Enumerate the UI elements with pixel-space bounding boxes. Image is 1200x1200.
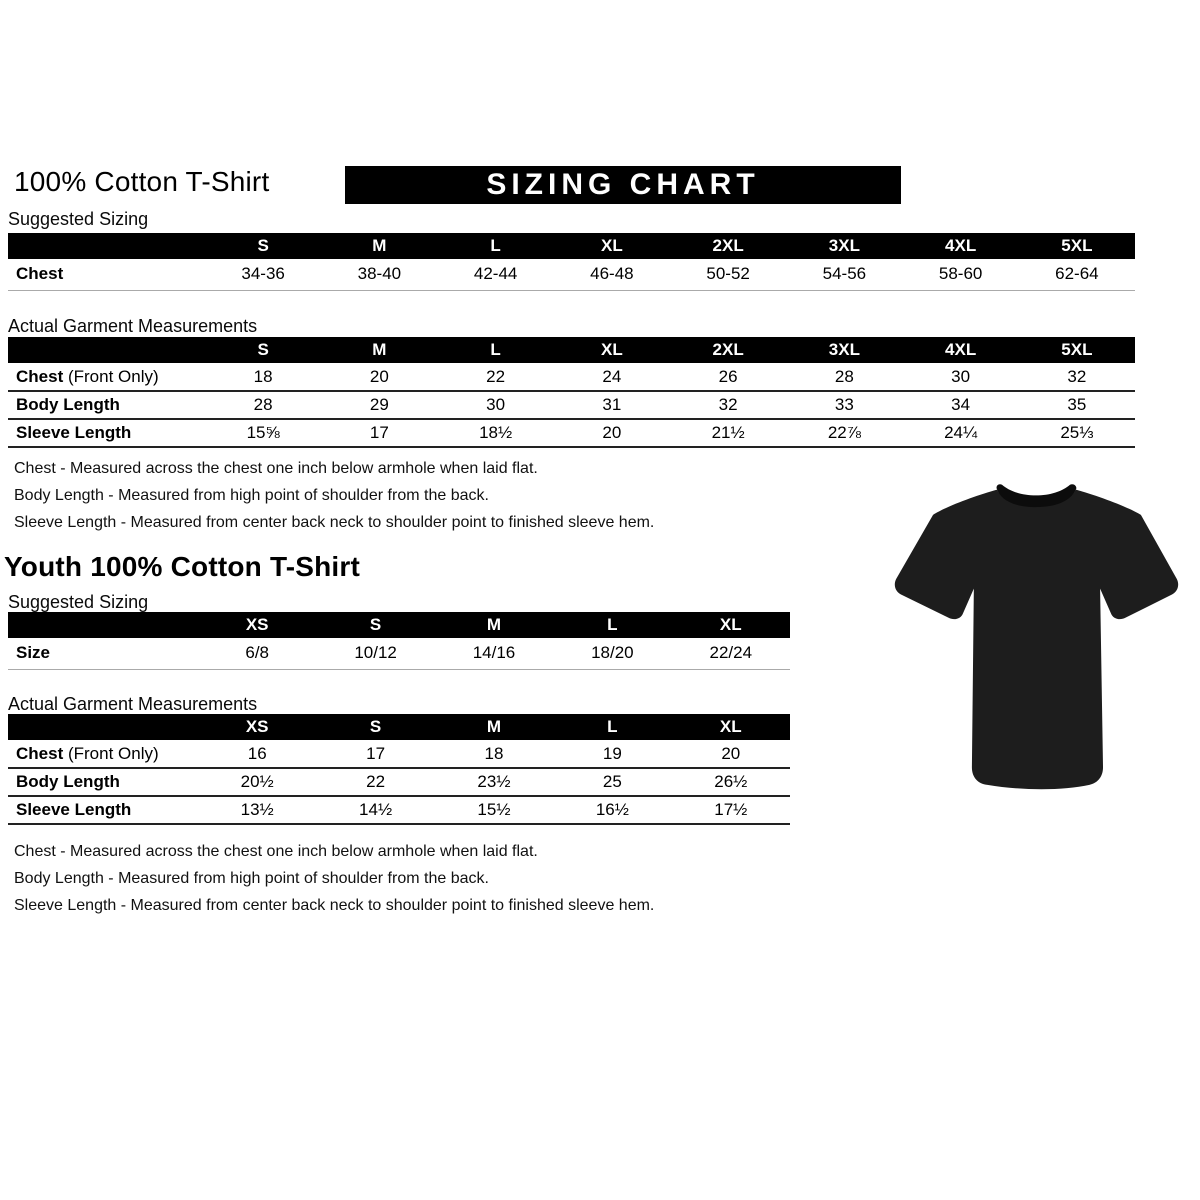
size-value-cell: 28 — [786, 363, 902, 391]
size-value-cell: 19 — [553, 740, 671, 768]
row-label: Body Length — [8, 391, 205, 419]
size-column-header: XL — [672, 714, 790, 740]
size-column-header: S — [316, 714, 434, 740]
row-label: Sleeve Length — [8, 419, 205, 447]
size-value-cell: 18 — [205, 363, 321, 391]
size-value-cell: 22⅞ — [786, 419, 902, 447]
table-row — [8, 259, 1135, 290]
row-label: Sleeve Length — [8, 796, 198, 824]
size-column-header: XL — [554, 233, 670, 259]
row-label: Size — [8, 638, 198, 669]
size-value-cell: 14/16 — [435, 638, 553, 669]
size-value-cell: 13½ — [198, 796, 316, 824]
adult-suggested-sizing-label: Suggested Sizing — [8, 209, 149, 229]
size-column-header: 4XL — [903, 337, 1019, 363]
size-column-header: M — [435, 714, 553, 740]
size-value-cell: 20 — [554, 419, 670, 447]
adult-title: 100% Cotton T-Shirt — [14, 166, 270, 197]
size-column-header: 2XL — [670, 233, 786, 259]
adult-measurement-notes — [14, 460, 654, 541]
size-value-cell: 24 — [554, 363, 670, 391]
size-value-cell: 35 — [1019, 391, 1135, 419]
size-value-cell: 14½ — [316, 796, 434, 824]
adult-actual-measurements-label: Actual Garment Measurements — [8, 316, 258, 336]
label-column-header — [8, 714, 198, 740]
size-column-header: 3XL — [786, 337, 902, 363]
adult-actual-measurements-table — [8, 337, 1135, 448]
size-value-cell: 38-40 — [321, 259, 437, 290]
size-column-header: 4XL — [903, 233, 1019, 259]
size-value-cell: 15½ — [435, 796, 553, 824]
size-column-header: L — [553, 714, 671, 740]
size-value-cell: 23½ — [435, 768, 553, 796]
size-value-cell: 24¼ — [903, 419, 1019, 447]
size-value-cell: 33 — [786, 391, 902, 419]
size-column-header: XS — [198, 612, 316, 638]
size-value-cell: 30 — [903, 363, 1019, 391]
table-row — [8, 391, 1135, 419]
size-value-cell: 10/12 — [316, 638, 434, 669]
size-value-cell: 46-48 — [554, 259, 670, 290]
size-column-header: 2XL — [670, 337, 786, 363]
size-column-header: S — [205, 233, 321, 259]
size-column-header: L — [438, 337, 554, 363]
black-tshirt-image — [888, 476, 1184, 814]
note-line-chest: Chest - Measured across the chest one inch below armhole when laid flat. — [14, 843, 538, 860]
row-label: Chest (Front Only) — [8, 740, 198, 768]
note-line-sleeve-length: Sleeve Length - Measured from center back neck to shoulder point to finished sleeve hem. — [14, 514, 655, 531]
size-value-cell: 31 — [554, 391, 670, 419]
youth-actual-measurements-table — [8, 714, 790, 825]
note-line-sleeve-length: Sleeve Length - Measured from center back neck to shoulder point to finished sleeve hem. — [14, 897, 655, 914]
size-value-cell: 22 — [438, 363, 554, 391]
size-value-cell: 34-36 — [205, 259, 321, 290]
label-column-header — [8, 233, 205, 259]
label-column-header — [8, 337, 205, 363]
size-column-header: L — [438, 233, 554, 259]
table-row — [8, 363, 1135, 391]
size-value-cell: 25 — [553, 768, 671, 796]
youth-title: Youth 100% Cotton T-Shirt — [4, 551, 361, 582]
size-value-cell: 22 — [316, 768, 434, 796]
size-value-cell: 32 — [1019, 363, 1135, 391]
size-column-header: XL — [554, 337, 670, 363]
size-value-cell: 6/8 — [198, 638, 316, 669]
table-row — [8, 638, 790, 669]
youth-actual-measurements-label: Actual Garment Measurements — [8, 694, 258, 714]
size-value-cell: 15⅝ — [205, 419, 321, 447]
size-value-cell: 29 — [321, 391, 437, 419]
banner-text: SIZING CHART — [486, 168, 760, 201]
tshirt-body-shape — [895, 490, 1178, 790]
size-value-cell: 16 — [198, 740, 316, 768]
size-value-cell: 62-64 — [1019, 259, 1135, 290]
table-row — [8, 419, 1135, 447]
row-label: Body Length — [8, 768, 198, 796]
size-value-cell: 54-56 — [786, 259, 902, 290]
youth-measurement-notes — [14, 843, 654, 924]
size-value-cell: 20 — [321, 363, 437, 391]
size-value-cell: 58-60 — [903, 259, 1019, 290]
size-value-cell: 20 — [672, 740, 790, 768]
size-value-cell: 17 — [316, 740, 434, 768]
size-column-header: M — [435, 612, 553, 638]
table-row — [8, 796, 790, 824]
youth-suggested-sizing-label: Suggested Sizing — [8, 592, 149, 612]
size-value-cell: 30 — [438, 391, 554, 419]
table-row — [8, 740, 790, 768]
size-column-header: M — [321, 337, 437, 363]
size-value-cell: 28 — [205, 391, 321, 419]
size-column-header: 3XL — [786, 233, 902, 259]
size-value-cell: 16½ — [553, 796, 671, 824]
size-column-header: 5XL — [1019, 233, 1135, 259]
size-column-header: XS — [198, 714, 316, 740]
size-value-cell: 42-44 — [438, 259, 554, 290]
size-value-cell: 18/20 — [553, 638, 671, 669]
size-column-header: S — [316, 612, 434, 638]
size-value-cell: 17 — [321, 419, 437, 447]
adult-suggested-sizing-table — [8, 233, 1135, 291]
row-label: Chest (Front Only) — [8, 363, 205, 391]
size-value-cell: 26 — [670, 363, 786, 391]
size-column-header: M — [321, 233, 437, 259]
size-value-cell: 50-52 — [670, 259, 786, 290]
table-row — [8, 768, 790, 796]
size-column-header: L — [553, 612, 671, 638]
size-value-cell: 17½ — [672, 796, 790, 824]
size-value-cell: 25⅓ — [1019, 419, 1135, 447]
size-value-cell: 34 — [903, 391, 1019, 419]
row-label: Chest — [8, 259, 205, 290]
note-line-chest: Chest - Measured across the chest one inch below armhole when laid flat. — [14, 460, 538, 477]
size-value-cell: 18 — [435, 740, 553, 768]
size-value-cell: 18½ — [438, 419, 554, 447]
youth-suggested-sizing-table — [8, 612, 790, 670]
size-value-cell: 22/24 — [672, 638, 790, 669]
size-value-cell: 26½ — [672, 768, 790, 796]
size-value-cell: 20½ — [198, 768, 316, 796]
sizing-chart-banner — [345, 166, 901, 204]
size-column-header: 5XL — [1019, 337, 1135, 363]
size-column-header: XL — [672, 612, 790, 638]
tshirt-icon — [888, 476, 1184, 814]
note-line-body-length: Body Length - Measured from high point of shoulder from the back. — [14, 487, 489, 504]
label-column-header — [8, 612, 198, 638]
size-value-cell: 21½ — [670, 419, 786, 447]
note-line-body-length: Body Length - Measured from high point of shoulder from the back. — [14, 870, 489, 887]
size-value-cell: 32 — [670, 391, 786, 419]
size-column-header: S — [205, 337, 321, 363]
